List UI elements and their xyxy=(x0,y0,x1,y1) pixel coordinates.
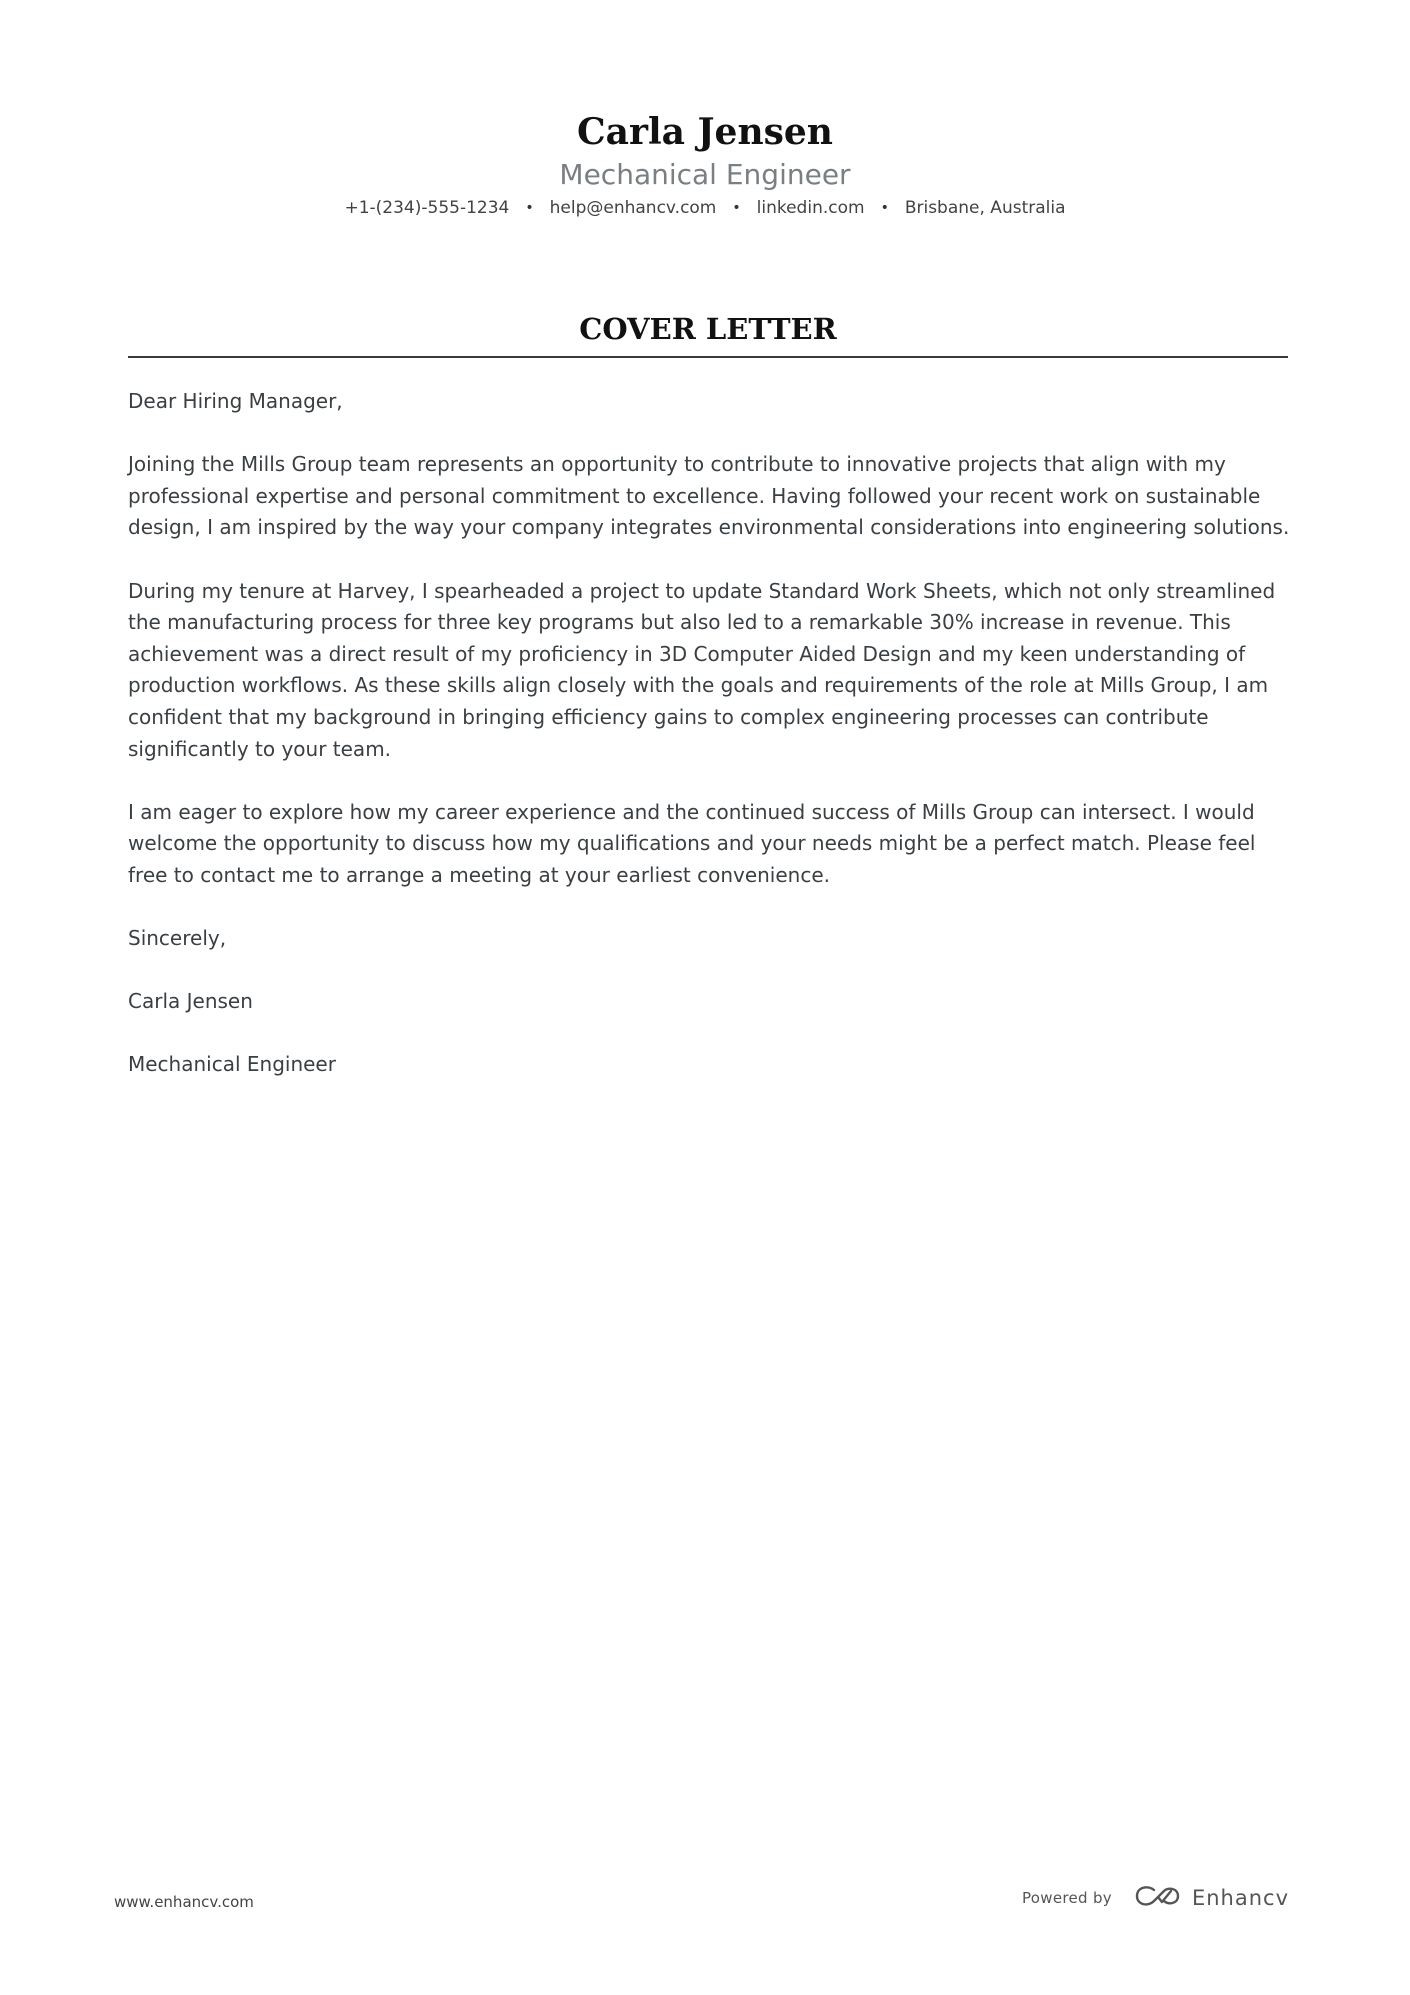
enhancv-logo-icon xyxy=(1134,1884,1182,1912)
letter-closing: Sincerely, xyxy=(128,926,227,951)
letter-body xyxy=(128,386,1294,1113)
contact-separator: • xyxy=(880,200,889,216)
letter-paragraph: I am eager to explore how my career experience and the continued success of Mills Group can intersect. I would welcome the opportunity to discuss how my qualifications and your needs might be a perfect match. Please feel free to contact me to arrange a meeting at your earliest convenience. xyxy=(128,799,1256,887)
candidate-name: Carla Jensen xyxy=(577,111,833,153)
contact-separator: • xyxy=(732,200,741,216)
contact-linkedin[interactable]: linkedin.com xyxy=(756,198,865,218)
section-title: COVER LETTER xyxy=(579,312,837,346)
contact-phone: +1-(234)-555-1234 xyxy=(344,198,510,218)
contact-info xyxy=(0,196,1410,220)
footer-powered-by xyxy=(1022,1884,1289,1912)
contact-separator: • xyxy=(525,200,534,216)
letter-salutation: Dear Hiring Manager, xyxy=(128,389,343,413)
letter-paragraph: During my tenure at Harvey, I spearheaded a project to update Standard Work Sheets, which not only streamlined the manufacturing process for three key programs but also led to a remarkable 30% increase in revenue. This achievement was a direct result of my proficiency in 3D Computer Aided Design and my keen understanding of production workflows. As these skills align closely with the goals and requirements of the role at Mills Group, I am confident that my background in bringing efficiency gains to complex engineering processes can contribute significantly to your team. xyxy=(128,578,1276,761)
letter-paragraph: Joining the Mills Group team represents an opportunity to contribute to innovative projects that align with my professional expertise and personal commitment to excellence. Having followed your recent work on sustainable design, I am inspired by the way your company integrates environmental considerations into engineering solutions. xyxy=(128,452,1290,540)
footer-website[interactable]: www.enhancv.com xyxy=(114,1893,254,1911)
candidate-title: Mechanical Engineer xyxy=(559,158,851,191)
powered-by-label: Powered by xyxy=(1022,1889,1112,1907)
brand-name: Enhancv xyxy=(1191,1886,1289,1910)
resume-header xyxy=(0,110,1410,220)
section-divider xyxy=(128,356,1288,358)
contact-location: Brisbane, Australia xyxy=(904,198,1066,218)
signature-name: Carla Jensen xyxy=(128,989,253,1014)
brand-logo[interactable] xyxy=(1134,1884,1289,1912)
signature-title: Mechanical Engineer xyxy=(128,1052,336,1077)
contact-email[interactable]: help@enhancv.com xyxy=(549,198,717,218)
